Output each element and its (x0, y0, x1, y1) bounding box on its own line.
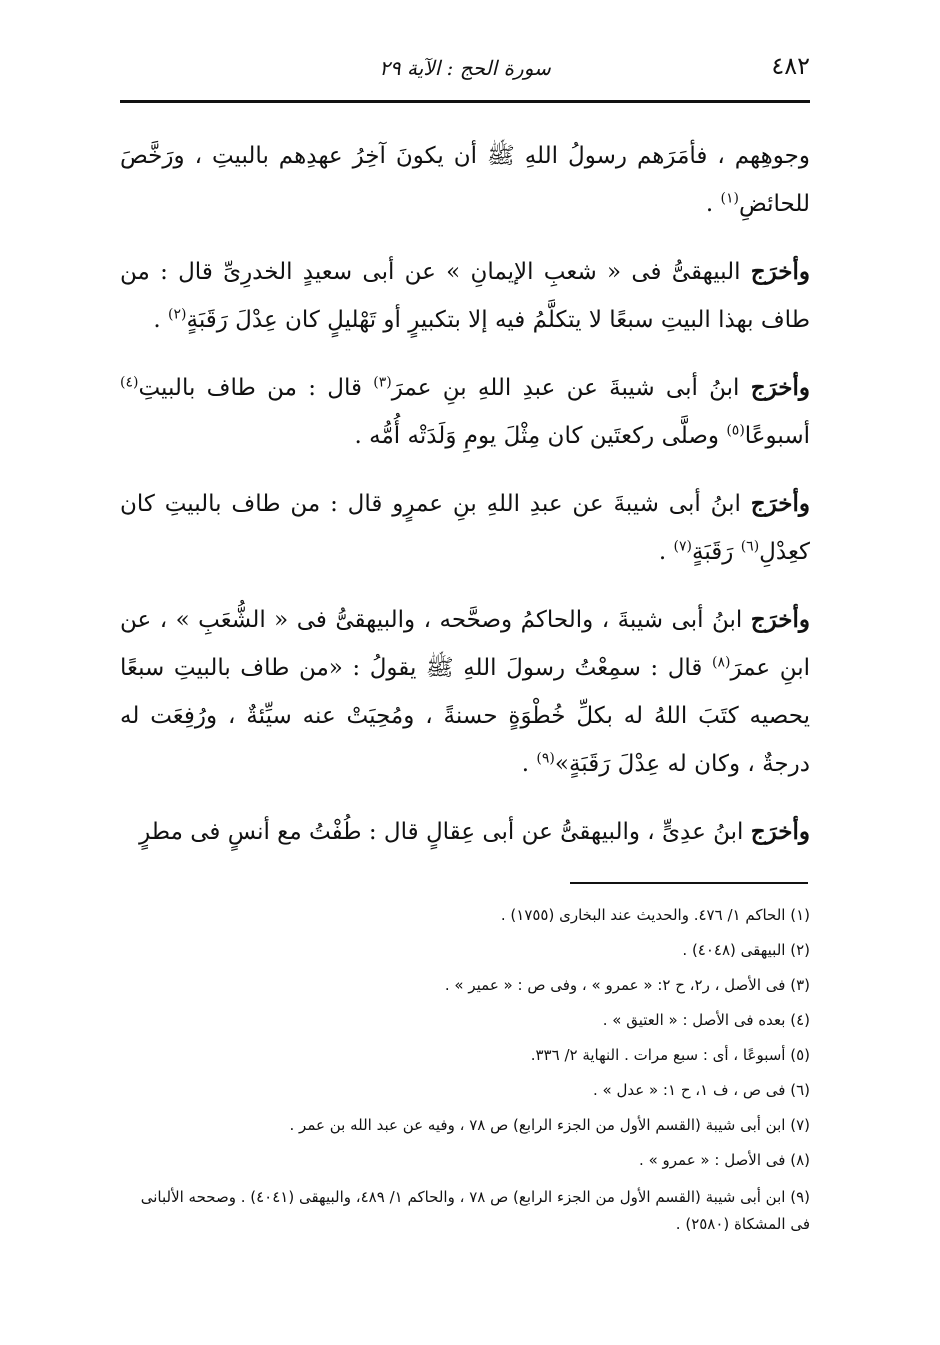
paragraph-2 (120, 248, 810, 344)
footnote-marker: (٧) (673, 538, 692, 555)
paragraph-tail: . (521, 751, 537, 777)
footnote-marker: (٩) (536, 750, 555, 767)
footnote-9: (٩) ابن أبى شيبة (القسم الأول من الجزء الرابع) ص ٧٨ ، والحاكم ١/ ٤٨٩، والبيهقى (٤٠٤١) . وصححه الألبانى فى المشكاة (٢٥٨٠) . (140, 1188, 810, 1233)
footnote-marker: (٣) (373, 374, 392, 391)
footnote-4: (٤) بعده فى الأصل : « العتيق » . (602, 1011, 810, 1029)
paragraph-text: قال : سمِعْتُ رسولَ اللهِ ﷺ يقولُ : «من طاف بالبيتِ سبعًا يحصيه كتَبَ اللهُ له بكلِّ خُطْوَةٍ حسنةً ، ومُحِيَتْ عنه سيِّئةٌ ، ورُفِعَت له درجةٌ ، وكان له عِدْلَ رَقَبَةٍ» (120, 655, 810, 777)
page-header (120, 52, 810, 100)
footnote-marker: (١) (720, 190, 739, 207)
paragraph-text: ابنُ أبى شيبةَ عن عبدِ اللهِ بنِ عمرَ (391, 375, 751, 401)
paragraph-3 (120, 364, 810, 460)
paragraph-lead: وأخرَج (750, 258, 810, 285)
paragraph-text: أسبوعًا (744, 423, 810, 449)
footnote-7: (٧) ابن أبى شيبة (القسم الأول من الجزء الرابع) ص ٧٨ ، وفيه عن عبد الله بن عمر . (289, 1116, 810, 1134)
paragraph-tail: . (153, 307, 169, 333)
main-text (120, 132, 810, 876)
footnote-marker: (٢) (168, 306, 187, 323)
footnote-3: (٣) فى الأصل ، ر٢، ح ٢: « عمرو » ، وفى ص : « عمير » . (444, 976, 810, 994)
page-number: ٤٨٢ (771, 52, 810, 80)
paragraph-text: ابنُ عدِىٍّ ، والبيهقىُّ عن أبى عِقالٍ قال : طُفْتُ مع أنسٍ فى مطرٍ (139, 819, 751, 845)
paragraph-5 (120, 596, 810, 788)
paragraph-text: ابنُ أبى شيبةَ عن عبدِ اللهِ بنِ عمرٍو قال : من طاف بالبيتِ كان كعِدْلِ (120, 491, 810, 565)
paragraph-tail: . (705, 191, 721, 217)
paragraph-text: قال : من طاف بالبيتِ (138, 375, 374, 401)
footnote-separator (570, 882, 808, 884)
paragraph-tail: وصلَّى ركعتَين كان مِثْلَ يومِ وَلَدَتْه أُمُّه . (354, 423, 727, 449)
paragraph-text: البيهقىُّ فى « شعبِ الإيمانِ » عن أبى سعيدٍ الخدرِىِّ قال : من طاف بهذا البيتِ سبعًا لا يتكلَّمُ فيه إلا بتكبيرٍ أو تَهْليلٍ كان عِدْلَ رَقَبَةٍ (120, 259, 810, 333)
footnote-marker: (٤) (120, 374, 139, 391)
paragraph-text: وجوهِهم ، فأمَرَهم رسولُ اللهِ ﷺ أن يكونَ آخِرُ عهدِهم بالبيتِ ، ورَخَّصَ للحائضِ (120, 143, 810, 217)
paragraph-lead: وأخرَج (750, 490, 810, 517)
paragraph-lead: وأخرَج (750, 374, 811, 401)
footnote-1: (١) الحاكم ١/ ٤٧٦. والحديث عند البخارى (١٧٥٥) . (500, 906, 810, 924)
footnote-5: (٥) أسبوعًا ، أى : سبع مرات . النهاية ٢/ ٣٣٦. (530, 1046, 810, 1064)
running-title: سورة الحج : الآية ٢٩ (379, 56, 551, 80)
paragraph-lead: وأخرَج (750, 606, 810, 633)
footnote-marker: (٦) (740, 538, 760, 555)
paragraph-1 (120, 132, 810, 228)
header-rule (120, 100, 810, 103)
paragraph-lead: وأخرَج (750, 818, 810, 845)
paragraph-tail: . (658, 539, 674, 565)
footnotes (120, 898, 810, 1238)
footnote-marker: (٨) (711, 654, 731, 671)
paragraph-6 (120, 808, 810, 856)
paragraph-4 (120, 480, 810, 576)
footnote-8: (٨) فى الأصل : « عمرو » . (639, 1151, 810, 1169)
footnote-marker: (٥) (726, 422, 745, 439)
paragraph-text: ابنُ أبى شيبةَ ، والحاكمُ وصحَّحه ، والبيهقىُّ فى « الشُّعَبِ » ، عن ابنِ عمرَ (120, 607, 810, 681)
footnote-2: (٢) البيهقى (٤٠٤٨) . (682, 941, 810, 959)
footnote-6: (٦) فى ص ، ف ١، ح ١: « عدل » . (593, 1081, 810, 1099)
paragraph-text: رَقَبَةٍ (692, 539, 741, 565)
